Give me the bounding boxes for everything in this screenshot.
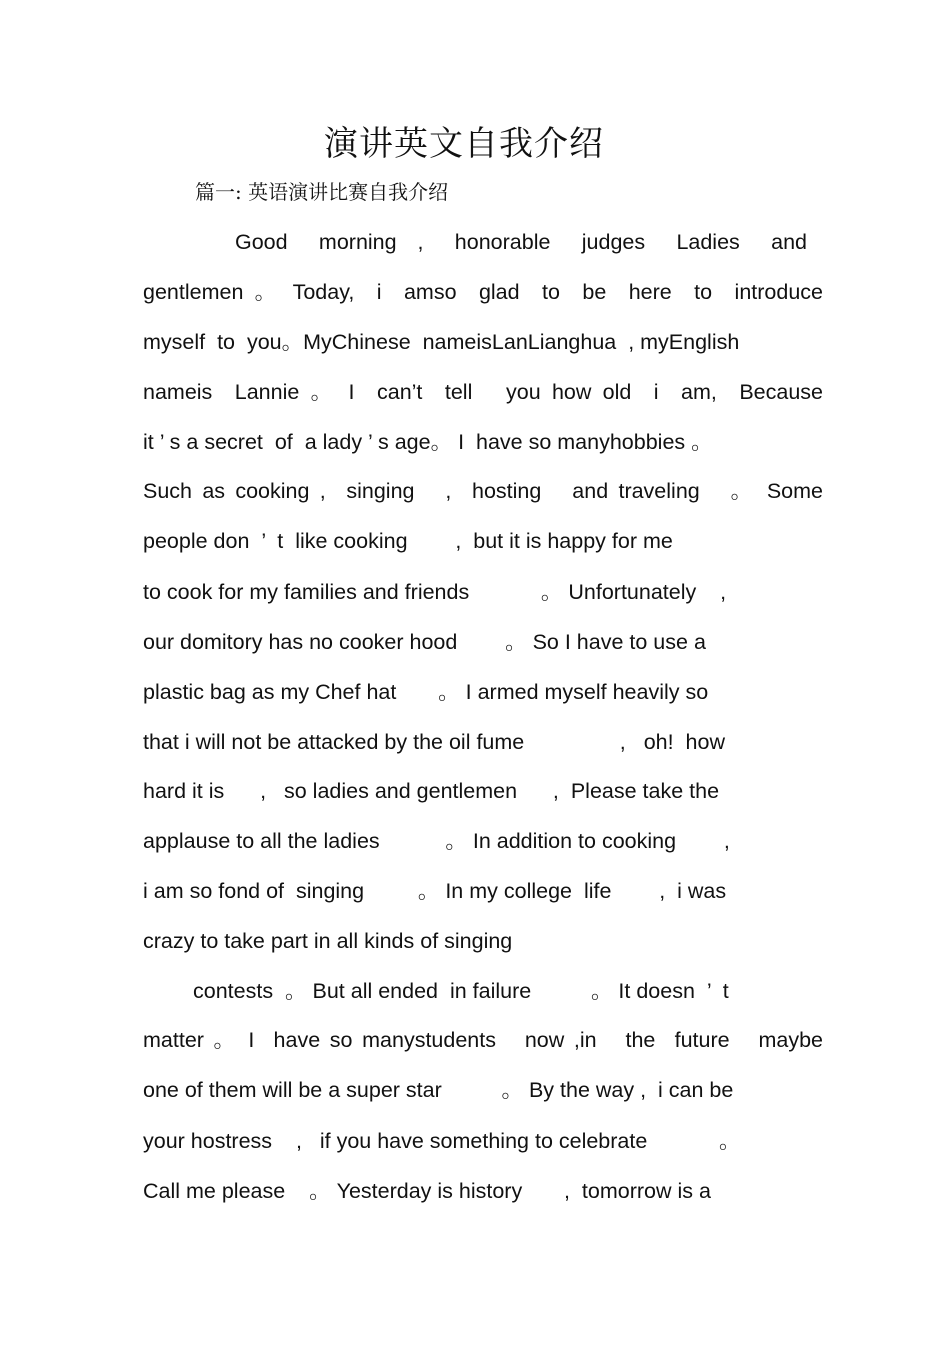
text-line: crazy to take part in all kinds of singing xyxy=(143,929,513,953)
text-line: to cook for my families and friends 。 Unfortunately , xyxy=(143,580,727,604)
text-line: our domitory has no cooker hood 。 So I have to use a xyxy=(143,630,706,654)
text-line: hard it is , so ladies and gentlemen , Please take the xyxy=(143,779,720,803)
text-line: Such as cooking , singing , hosting and traveling 。 Some xyxy=(143,479,823,503)
text-line: plastic bag as my Chef hat 。 I armed myself heavily so xyxy=(143,680,709,704)
text-line: one of them will be a super star 。 By the way , i can be xyxy=(143,1078,734,1102)
text-line: gentlemen 。 Today, i amso glad to be here to introduce xyxy=(143,280,823,304)
text-line: Good morning , honorable judges Ladies and xyxy=(235,230,807,254)
text-line: contests 。 But all ended in failure 。 It doesn ’ t xyxy=(193,979,729,1003)
text-line: your hostress , if you have something to celebrate 。 xyxy=(143,1129,741,1153)
text-line: matter 。 I have so manystudents now ,in the future maybe xyxy=(143,1028,823,1052)
text-line: myself to you。MyChinese nameisLanLianghua , myEnglish xyxy=(143,330,740,354)
text-line: people don ’ t like cooking , but it is happy for me xyxy=(143,529,673,553)
section-heading: 篇一: 英语演讲比赛自我介绍 xyxy=(195,180,449,204)
text-line: it ’ s a secret of a lady ’ s age。 I have so manyhobbies 。 xyxy=(143,430,713,454)
page-title: 演讲英文自我介绍 xyxy=(324,124,604,164)
text-line: nameis Lannie 。 I can’t tell you how old i am, Because xyxy=(143,380,823,404)
text-line: that i will not be attacked by the oil fume , oh! how xyxy=(143,730,725,754)
text-line: applause to all the ladies 。 In addition to cooking , xyxy=(143,829,730,853)
text-line: Call me please 。 Yesterday is history , tomorrow is a xyxy=(143,1179,711,1203)
text-line: i am so fond of singing 。 In my college life , i was xyxy=(143,879,727,903)
